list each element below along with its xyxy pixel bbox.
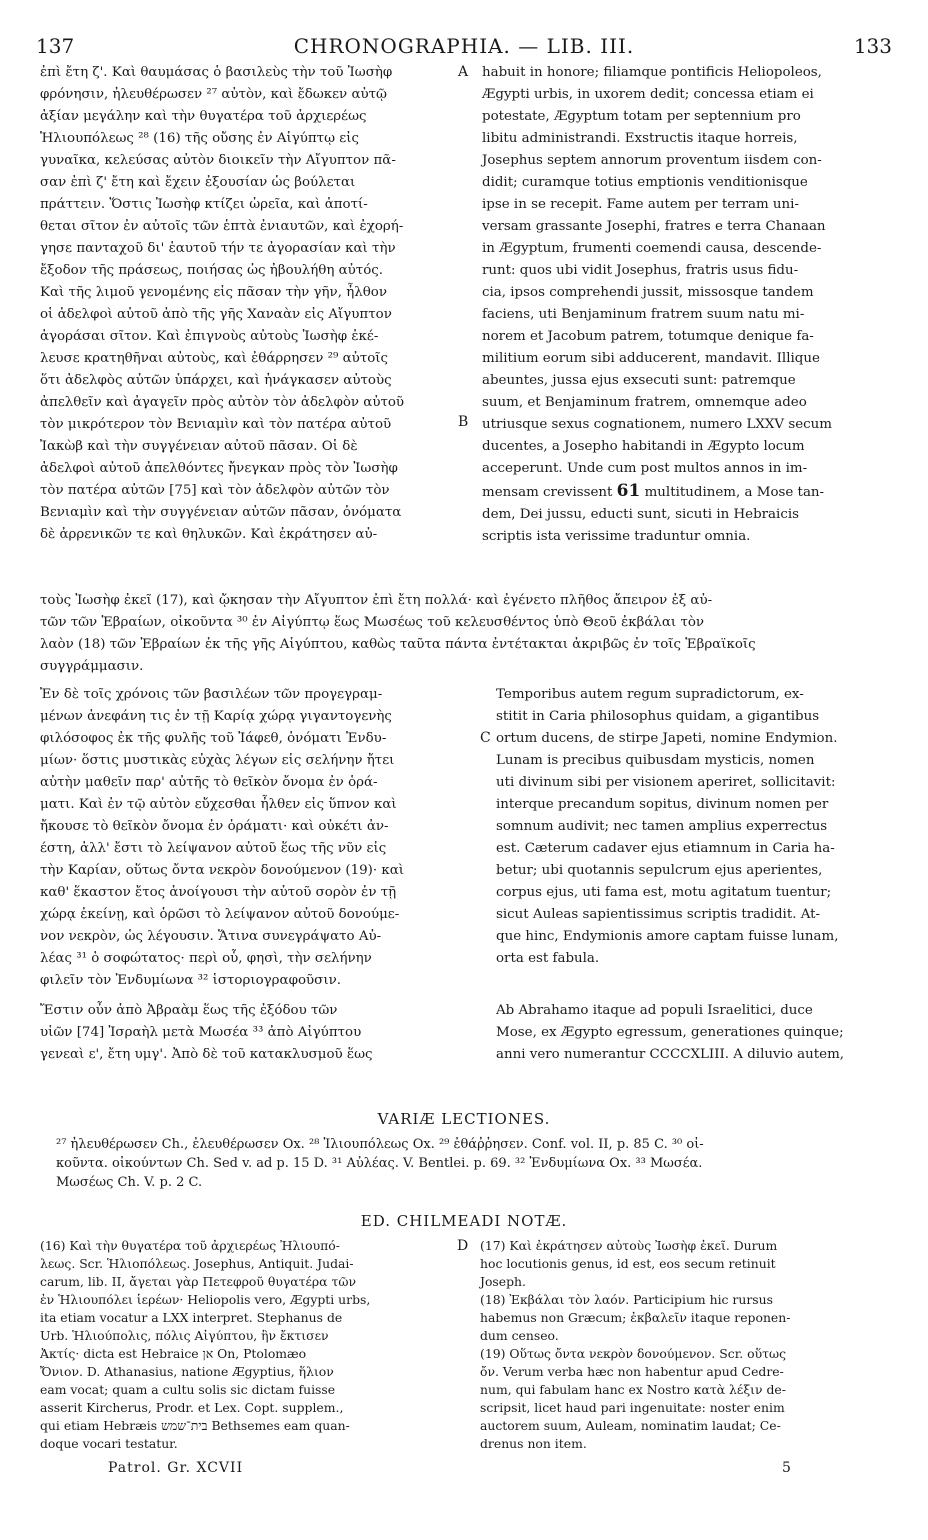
text-line: ἐν Ἡλιουπόλει ἱερέων· Heliopolis vero, Ægypti urbs, <box>40 1292 371 1307</box>
text-line: πράττειν. Ὅστις Ἰωσὴφ κτίζει ὡρεῖα, καὶ ἀποτί- <box>40 197 368 212</box>
text-line: τὸν πατέρα αὐτῶν [75] καὶ τὸν ἀδελφὸν αὐτῶν τὸν <box>40 483 390 498</box>
text-line: Ἐν δὲ τοῖς χρόνοις τῶν βασιλέων τῶν προγεγραμ- <box>40 687 383 702</box>
text-line: τὴν Καρίαν, οὕτως ὄντα νεκρὸν δονούμενον (19)· καὶ <box>40 863 405 878</box>
running-title: CHRONOGRAPHIA. — LIB. III. <box>293 34 635 58</box>
text-line: σαν ἐπὶ ζ' ἔτη καὶ ἔχειν ἐξουσίαν ὡς βούλεται <box>40 175 356 190</box>
text-line: dum censeo. <box>480 1328 559 1343</box>
greek-column-mid <box>40 684 476 992</box>
text-line: anni vero numerantur CCCCXLIII. A diluvio autem, <box>496 1047 845 1062</box>
text-line: corpus ejus, uti fama est, motu agitatum tuentur; <box>496 885 832 900</box>
text-line: (17) Καὶ ἐκράτησεν αὐτοὺς Ἰωσὴφ ἐκεῖ. Durum <box>480 1238 778 1253</box>
text-line: carum, lib. II, ἄγεται γὰρ Πετεφροῦ θυγατέρα τῶν <box>40 1274 356 1289</box>
text-line: λευσε κρατηθῆναι αὐτοὺς, καὶ ἐθάρρησεν ²⁹ αὐτοῖς <box>40 351 389 366</box>
text-line: runt: quos ubi vidit Josephus, fratris usus fidu- <box>482 263 799 278</box>
margin-marker-a: A <box>458 64 469 80</box>
text-line: in Ægyptum, frumenti coemendi causa, descende- <box>482 241 822 256</box>
text-line: φρόνησιν, ἠλευθέρωσεν ²⁷ αὐτὸν, καὶ ἔδωκεν αὐτῷ <box>40 87 387 102</box>
text-line: δὲ ἀρρενικῶν τε καὶ θηλυκῶν. Καὶ ἐκράτησεν αὐ- <box>40 527 378 542</box>
text-line: militium eorum sibi adducerent, mandavit. Illique <box>482 351 820 366</box>
text-line: sicut Auleas sapientissimus scriptis tradidit. At- <box>496 907 821 922</box>
text-line: faciens, uti Benjaminum fratrem suum natu mi- <box>482 307 805 322</box>
text-line: Μωσέως Ch. V. p. 2 C. <box>56 1175 203 1190</box>
text-line: ἔξοδον τῆς πράσεως, ποιήσας ὡς ἠβουλήθη αὐτός. <box>40 263 384 278</box>
latin-column-mid <box>496 684 892 970</box>
text-line: ducentes, a Josepho habitandi in Ægypto locum <box>482 439 805 454</box>
margin-marker-b: B <box>458 414 469 430</box>
text-line: somnum audivit; nec tamen amplius experrectus <box>496 819 828 834</box>
text-line: νον νεκρὸν, ὡς λέγουσιν. Ἅτινα συνεγράψατο Αὐ- <box>40 929 382 944</box>
text-line: cia, ipsos comprehendi jussit, missosque tandem <box>482 285 814 300</box>
text-line: Ab Abrahamo itaque ad populi Israelitici, duce <box>496 1003 813 1018</box>
text-line: φιλόσοφος ἐκ τῆς φυλῆς τοῦ Ἰάφεθ, ὀνόματι Ἐνδυ- <box>40 731 387 746</box>
text-line: ἀδελφοὶ αὐτοῦ ἀπελθόντες ἤνεγκαν πρὸς τὸν Ἰωσὴφ <box>40 461 398 476</box>
text-line: ὅτι ἀδελφὸς αὐτῶν ὑπάρχει, καὶ ἠνάγκασεν αὐτοὺς <box>40 373 392 388</box>
text-line: asserit Kircherus, Prodr. et Lex. Copt. supplem., <box>40 1400 344 1415</box>
text-line: est. Cæterum cadaver ejus etiamnum in Caria ha- <box>496 841 835 856</box>
text-line: γησε πανταχοῦ δι' ἑαυτοῦ τήν τε ἀγορασίαν καὶ τὴν <box>40 241 396 256</box>
text-line: Ἔστιν οὖν ἀπὸ Ἀβραὰμ ἕως τῆς ἐξόδου τῶν <box>40 1003 338 1018</box>
text-line: τῶν τῶν Ἑβραίων, οἰκοῦντα ³⁰ ἐν Αἰγύπτῳ ἕως Μωσέως τοῦ κελευσθέντος ὑπὸ Θεοῦ ἐκβάλαι τὸν <box>40 615 705 630</box>
text-line: ἀξίαν μεγάλην καὶ τὴν θυγατέρα τοῦ ἀρχιερέως <box>40 109 367 124</box>
text-line: norem et Jacobum patrem, totumque denique fa- <box>482 329 814 344</box>
text-line: οἱ ἀδελφοὶ αὐτοῦ ἀπὸ τῆς γῆς Χαναὰν εἰς Αἴγυπτον <box>40 307 392 322</box>
text-line: ἀπελθεῖν καὶ ἀγαγεῖν πρὸς αὐτὸν τὸν ἀδελφὸν αὐτοῦ <box>40 395 405 410</box>
text-line: τοὺς Ἰωσὴφ ἐκεῖ (17), καὶ ᾤκησαν τὴν Αἴγυπτον ἐπὶ ἔτη πολλά· καὶ ἐγένετο πλῆθος ἄπειρον ἐξ αὐ- <box>40 593 713 608</box>
text-line: utriusque sexus cognationem, numero LXXV secum <box>482 417 832 432</box>
text-line: Lunam is precibus quibusdam mysticis, nomen <box>496 753 815 768</box>
text-line: ματι. Καὶ ἐν τῷ αὐτὸν εὔχεσθαι ἦλθεν εἰς ὕπνον καὶ <box>40 797 397 812</box>
text-line: λεως. Scr. Ἡλιοπόλεως. Josephus, Antiquit. Judai- <box>40 1256 354 1271</box>
text-line: scripsit, licet haud pari ingenuitate: noster enim <box>480 1400 785 1415</box>
text-line: (16) Καὶ τὴν θυγατέρα τοῦ ἀρχιερέως Ἠλιουπό- <box>40 1238 340 1253</box>
text-line: Ἰακὼβ καὶ τὴν συγγένειαν αὐτοῦ πᾶσαν. Οἱ δὲ <box>40 439 358 454</box>
text-line: didit; curamque totius emptionis venditionisque <box>482 175 808 190</box>
greek-full-width <box>40 590 892 678</box>
variae-lectiones <box>56 1135 892 1192</box>
greek-column-top <box>40 62 458 546</box>
text-line: hoc locutionis genus, id est, eos secum retinuit <box>480 1256 776 1271</box>
column-number: 61 <box>616 481 641 501</box>
margin-marker-c: C <box>480 730 491 746</box>
text-line: Urb. Ἡλιούπολις, πόλις Αἰγύπτου, ἣν ἔκτισεν <box>40 1328 329 1343</box>
text-line: versam grassante Josephi, fratres e terra Chanaan <box>482 219 826 234</box>
text-line: que hinc, Endymionis amore captam fuisse lunam, <box>496 929 839 944</box>
text-line: ortum ducens, de stirpe Japeti, nomine Endymion. <box>496 731 838 746</box>
text-line: λαὸν (18) τῶν Ἑβραίων ἐκ τῆς γῆς Αἰγύπτου, καθὼς ταῦτα πάντα ἐντέτακται ἀκριβῶς ἐν τοῖς Ἑβραϊκοῖς <box>40 637 756 652</box>
text-line: αὐτὴν μαθεῖν παρ' αὐτῆς τὸ θεῖκὸν ὄνομα ἐν ὁρά- <box>40 775 378 790</box>
text-line: Mose, ex Ægypto egressum, generationes quinque; <box>496 1025 844 1040</box>
text-line: betur; ubi quotannis sepulcrum ejus aperientes, <box>496 863 823 878</box>
margin-marker-d: D <box>457 1238 469 1254</box>
text-line: γυναῖκα, κελεύσας αὐτὸν διοικεῖν τὴν Αἴγυπτον πᾶ- <box>40 153 396 168</box>
greek-column-end <box>40 1000 476 1066</box>
text-line: doque vocari testatur. <box>40 1436 178 1451</box>
text-line: Josephus septem annorum proventum iisdem con- <box>482 153 822 168</box>
page-header <box>36 34 892 62</box>
text-line: dem, Dei jussu, educti sunt, sicuti in Hebraicis <box>482 507 799 522</box>
text-line: Ægypti urbis, in uxorem dedit; concessa etiam ei <box>482 87 814 102</box>
text-line: φιλεῖν τὸν Ἐνδυμίωνα ³² ἱστοριογραφοῦσιν. <box>40 973 341 988</box>
text-line: Καὶ τῆς λιμοῦ γενομένης εἰς πᾶσαν τὴν γῆν, ἦλθον <box>40 285 387 300</box>
text-line: habemus non Græcum; ἐκβαλεῖν itaque reponen- <box>480 1310 791 1325</box>
text-line: λέας ³¹ ὁ σοφώτατος· περὶ οὗ, φησὶ, τὴν σελήνην <box>40 951 372 966</box>
text-line: habuit in honore; filiamque pontificis Heliopoleos, <box>482 65 822 80</box>
text-line: κοῦντα. οἰκούντων Ch. Sed v. ad p. 15 D. ³¹ Αὐλέας. V. Bentlei. p. 69. ³² Ἐνδυμίωνα Ox. ³³ Μωσέα. <box>56 1156 703 1171</box>
text-line: libitu administrandi. Exstructis itaque horreis, <box>482 131 798 146</box>
text-line: num, qui fabulam hanc ex Nostro κατὰ λέξιν de- <box>480 1382 786 1397</box>
text-line: (18) Ἐκβάλαι τὸν λαόν. Participium hic rursus <box>480 1292 773 1307</box>
text-line: uti divinum sibi per visionem aperiret, sollicitavit: <box>496 775 836 790</box>
text-line: orta est fabula. <box>496 951 600 966</box>
text-line: Βενιαμὶν καὶ τὴν συγγένειαν αὐτῶν πᾶσαν, ὀνόματα <box>40 505 402 520</box>
text-line: ἐπὶ ἔτη ζ'. Καὶ θαυμάσας ὁ βασιλεὺς τὴν τοῦ Ἰωσὴφ <box>40 65 393 80</box>
latin-column-top <box>482 62 894 548</box>
text-line: interque precandum sopitus, divinum nomen per <box>496 797 829 812</box>
footer-patrol: Patrol. Gr. XCVII <box>108 1460 244 1476</box>
variae-heading: VARIÆ LECTIONES. <box>377 1110 551 1128</box>
text-line: Joseph. <box>480 1274 526 1289</box>
text-line: Ἡλιουπόλεως ²⁸ (16) τῆς οὔσης ἐν Αἰγύπτῳ εἰς <box>40 131 359 146</box>
text-line: ²⁷ ἠλευθέρωσεν Ch., ἐλευθέρωσεν Ox. ²⁸ Ἰλιουπόλεως Ox. ²⁹ ἐθάῤῥησεν. Conf. vol. II, p. 85 C. ³⁰ οἰ- <box>56 1137 704 1152</box>
text-line: auctorem suum, Auleam, nominatim laudat; Ce- <box>480 1418 781 1433</box>
text-line: έστη, ἀλλ' ἔστι τὸ λείψανον αὐτοῦ ἕως τῆς νῦν εἰς <box>40 841 387 856</box>
latin-column-end <box>496 1000 892 1066</box>
text-line: potestate, Ægyptum totam per septennium pro <box>482 109 801 124</box>
latin-top-line-20: mensam crevissent 61 multitudinem, a Mose tan- <box>482 481 825 501</box>
text-line: acceperunt. Unde cum post multos annos in im- <box>482 461 808 476</box>
text-line: ὄν. Verum verba hæc non habentur apud Cedre- <box>480 1364 784 1379</box>
text-line: ἀγοράσαι σῖτον. Καὶ ἐπιγνοὺς αὐτοὺς Ἰωσὴφ ἐκέ- <box>40 329 379 344</box>
text-line: συγγράμμασιν. <box>40 659 144 674</box>
page-number-right: 133 <box>853 34 892 58</box>
text-line: καθ' ἕκαστον ἔτος ἀνοίγουσι τὴν αὐτοῦ σορὸν ἐν τῇ <box>40 885 397 900</box>
page-number-left: 137 <box>36 34 75 58</box>
text-line: ita etiam vocatur a LXX interpret. Stephanus de <box>40 1310 343 1325</box>
text-line: ἤκουσε τὸ θεῖκὸν ὄνομα ἐν ὁράματι· καὶ οὐκέτι ἀν- <box>40 819 389 834</box>
text-line: Ὄνιον. D. Athanasius, natione Ægyptius, ἥλιον <box>40 1364 334 1379</box>
text-line: τὸν μικρότερον τὸν Βενιαμὶν καὶ τὸν πατέρα αὐτοῦ <box>40 417 392 432</box>
text-line: qui etiam Hebræis בית־שמש Bethsemes eam quan- <box>40 1418 350 1433</box>
text-line: suum, et Benjaminum fratrem, omnemque adeo <box>482 395 807 410</box>
text-line: abeuntes, jussa ejus exsecuti sunt: patremque <box>482 373 796 388</box>
notae-heading: ED. CHILMEADI NOTÆ. <box>360 1212 568 1230</box>
text-line: ipse in se recepit. Fame autem per terram uni- <box>482 197 799 212</box>
text-line: υἱῶν [74] Ἰσραὴλ μετὰ Μωσέα ³³ ἀπὸ Αἰγύπτου <box>40 1025 362 1040</box>
text-line: θεται σῖτον ἐν αὐτοῖς τῶν ἑπτὰ ἐνιαυτῶν, καὶ ἐχορή- <box>40 219 404 234</box>
text-line: drenus non item. <box>480 1436 587 1451</box>
text-line: Temporibus autem regum supradictorum, ex- <box>496 687 804 702</box>
text-line: μένων ἀνεφάνη τις ἐν τῇ Καρίᾳ χώρᾳ γιγαντογενὴς <box>40 709 392 724</box>
text-line: scriptis ista verissime traduntur omnia. <box>482 529 751 544</box>
text-line: (19) Οὕτως ὄντα νεκρὸν δονούμενον. Scr. οὕτως <box>480 1346 787 1361</box>
text-line: χώρᾳ ἐκείνῃ, καὶ ὁρῶσι τὸ λείψανον αὐτοῦ δονούμε- <box>40 907 400 922</box>
text-line: Ἀκτίς· dicta est Hebraice אן On, Ptolomæo <box>40 1346 307 1361</box>
notes-right <box>480 1237 892 1453</box>
notes-left <box>40 1237 460 1453</box>
text-line: μίων· ὅστις μυστικὰς εὐχὰς λέγων εἰς σελήνην ἤτει <box>40 753 395 768</box>
text-line: eam vocat; quam a cultu solis sic dictam fuisse <box>40 1382 336 1397</box>
text-line: stitit in Caria philosophus quidam, a gigantibus <box>496 709 820 724</box>
text-line: γενεαὶ ε', ἔτη υμγ'. Ἀπὸ δὲ τοῦ κατακλυσμοῦ ἕως <box>40 1047 373 1062</box>
footer-signature: 5 <box>782 1460 791 1476</box>
